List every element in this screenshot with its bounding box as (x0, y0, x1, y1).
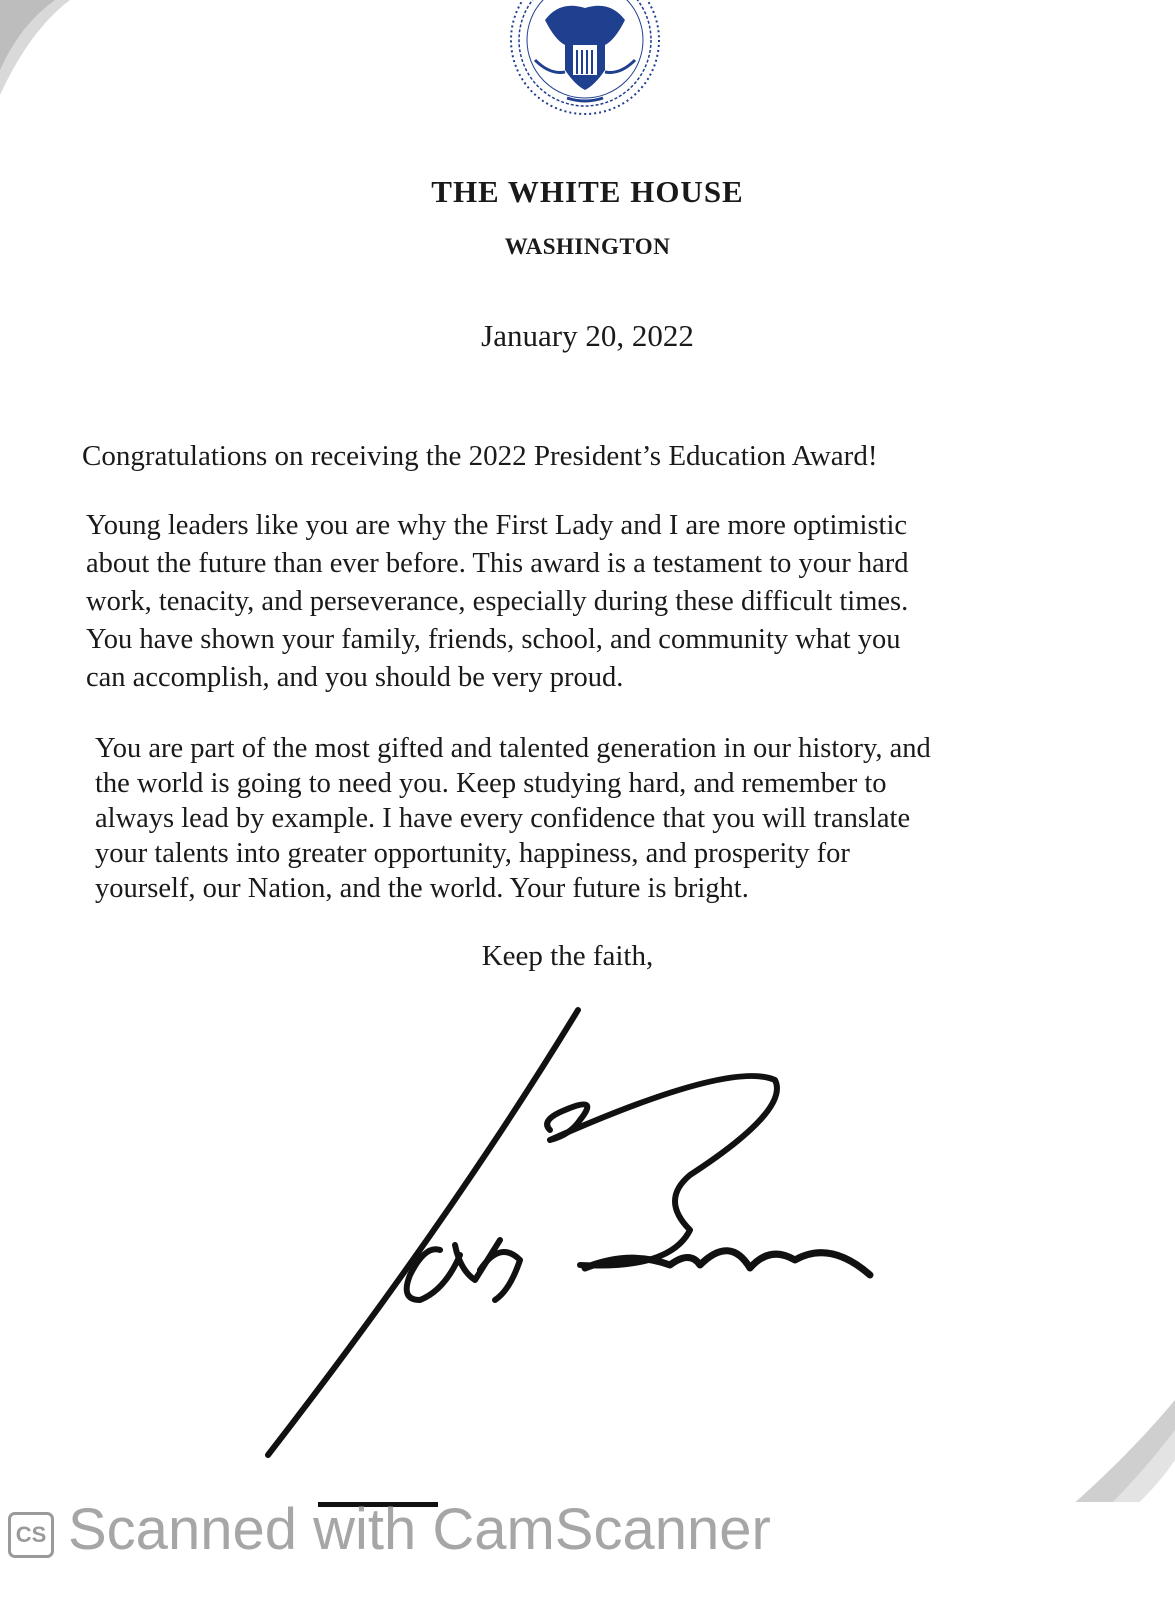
paragraph-line: yourself, our Nation, and the world. Your future is bright. (95, 873, 749, 904)
letter-date: January 20, 2022 (481, 318, 694, 353)
letter-greeting: Congratulations on receiving the 2022 President’s Education Award! (82, 440, 878, 472)
paragraph-line: always lead by example. I have every confidence that you will translate (95, 803, 911, 834)
camscanner-footer (0, 1497, 1175, 1600)
paragraph-line: You are part of the most gifted and talented generation in our history, and (95, 733, 931, 764)
paragraph-line: Young leaders like you are why the First Lady and I are more optimistic (86, 510, 908, 541)
paragraph-line: can accomplish, and you should be very proud. (86, 662, 624, 693)
page-corner-shadow (0, 0, 90, 100)
signature-icon (250, 1000, 890, 1480)
paragraph-line: work, tenacity, and perseverance, especially during these difficult times. (86, 586, 909, 617)
letterhead-subtitle: WASHINGTON (504, 234, 671, 259)
camscanner-logo-icon: CS (8, 1512, 54, 1558)
paragraph-line: the world is going to need you. Keep studying hard, and remember to (95, 768, 887, 799)
presidential-seal-icon (505, 0, 665, 130)
letter-paragraph-2 (95, 731, 931, 906)
closing-text: Keep the faith, (481, 940, 654, 972)
paragraph-line: You have shown your family, friends, school, and community what you (86, 624, 901, 655)
letter-closing (0, 940, 1175, 973)
paragraph-line: your talents into greater opportunity, happiness, and prosperity for (95, 838, 850, 869)
scan-watermark: Scanned with CamScanner (68, 1497, 771, 1562)
paragraph-line: about the future than ever before. This award is a testament to your hard (86, 548, 909, 579)
letter-paragraph-1 (86, 507, 909, 697)
letterhead-title: THE WHITE HOUSE (431, 174, 744, 209)
